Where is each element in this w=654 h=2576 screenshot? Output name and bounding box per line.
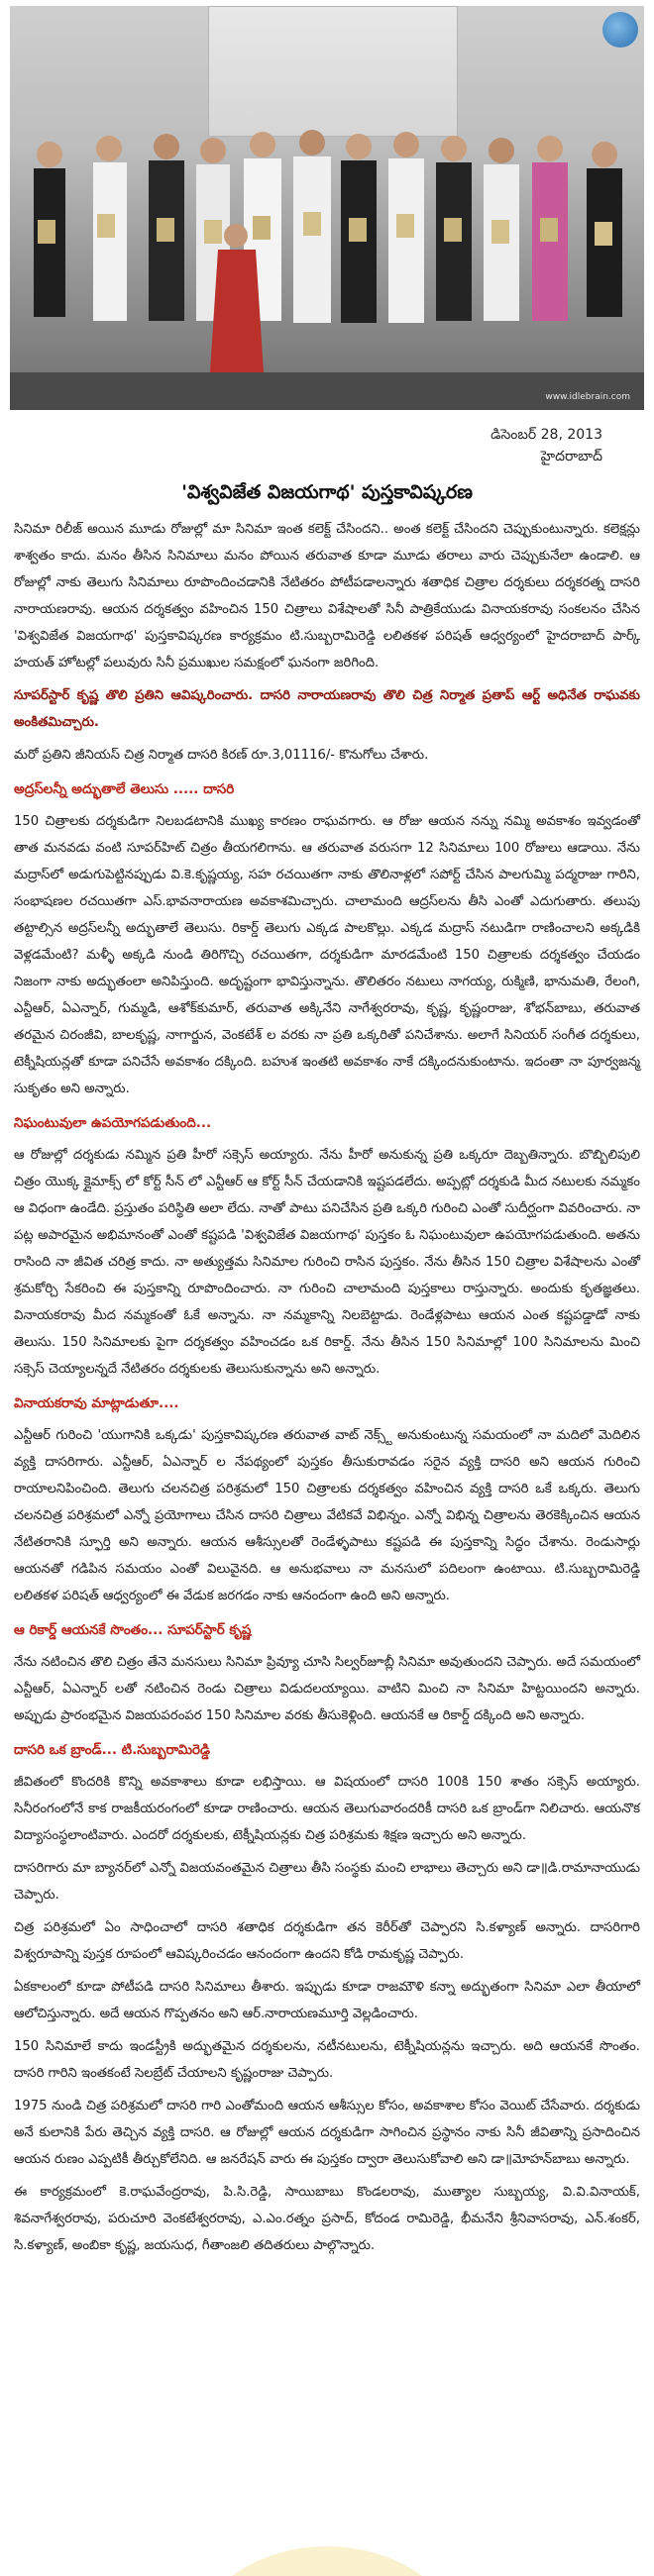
dateline	[0, 424, 654, 467]
section-heading-5: దాసరి ఒక బ్రాండ్... టి.సుబ్బరామిరెడ్డి	[14, 1742, 211, 1758]
article-body	[0, 516, 654, 2259]
section-heading-1: అద్రస్‌లన్నీ అద్భుతాలే తెలుసు ..... దాసరి	[14, 781, 235, 797]
section-heading-2: నిఘంటువులా ఉపయోగపడుతుంది...	[14, 1115, 212, 1131]
intro-paragraph-3: మరో ప్రతిని జీనియస్ చిత్ర నిర్మాత దాసరి కిరణ్ రూ.3,01116/- కొనుగోలు చేశారు.	[14, 748, 429, 763]
intro-paragraph-2: సూపర్‌స్టార్ కృష్ణ తొలి ప్రతిని ఆవిష్కరించారు. దాసరి నారాయణరావు తొలి చిత్ర నిర్మాత ప్రతాప్ ఆర్ట్ అధినేత రాఘవకు అంకితమిచ్చారు.	[14, 688, 640, 730]
decorative-emblem-icon	[168, 2536, 486, 2576]
article-title: 'విశ్వవిజేత విజయగాథ' పుస్తకావిష్కరణ	[181, 481, 473, 503]
section-heading-4: ఆ రికార్డ్ ఆయనకే సొంతం... సూపర్‌స్టార్ కృష్ణ	[14, 1622, 252, 1638]
article-place: హైదరాబాద్	[540, 449, 602, 464]
section-3-paragraph-1: ఎన్టీఆర్ గురించి 'యుగానికి ఒక్కడు' పుస్తకావిష్కరణ తరువాత వాట్ నెక్స్ట్ అనుకుంటున్న సమయంలో నా మదిలో మెదిలిన వ్యక్తి దాసరిగారు. ఎన్టీఆర్, ఏఎన్నార్ ల నేపథ్యంలో పుస్తకం తీసుకురావడం సరైన వ్యక్తి దాసరి అని ఆయన గురించి రాయాలనిపించింది. తెలుగు చలనచిత్ర పరిశ్రమలో 150 చిత్రాలకు దర్శకత్వం వహించిన వ్యక్తి దాసరి ఒకే ఒక్కరు. తెలుగు చలనచిత్ర పరిశ్రమలో ఎన్నో ప్రయోగాలు చేసిన దాసరి చిత్రాలు వేటికవే విభిన్నం. ఎన్నో విభిన్న చిత్రాలను తెరకెక్కించిన ఆయన నేటితరానికి స్ఫూర్తి అని అన్నారు. ఆయన ఆశీస్సులతో రెండేళ్ళపాటు కష్టపడి ఈ పుస్తకాన్ని సిద్ధం చేశాను. రెండుసార్లు ఆయనతో గడిపిన సమయం ఎంతో విలువైనది. ఆ అనుభవాలు నా మనసులో పదిలంగా ఉంటాయి. టి.సుబ్బరామిరెడ్డి లలితకళ పరిషత్ ఆధ్వర్యంలో ఈ వేడుక జరగడం నాకు ఆనందంగా ఉంది అని అన్నారు.	[14, 1428, 640, 1603]
photo-watermark: www.idlebrain.com	[545, 392, 630, 402]
section-5-paragraph-1: జీవితంలో కొందరికి కొన్ని అవకాశాలు కూడా లభిస్తాయి. ఆ విషయంలో దాసరి 100కి 150 శాతం సక్సెస్ అయ్యారు. సినీరంగంలోనే కాక రాజకీయరంగంలో కూడా రాణించారు. ఆయన తెలుగువారందరికీ దాసరి ఒక బ్రాండ్‌గా నిలిచారు. ఆయనొక విద్యాసంస్థలాంటివారు. ఎందరో దర్శకులకు, టెక్నీషియన్లకు చిత్ర పరిశ్రమకు శిక్షణ ఇచ్చారు అని అన్నారు.	[14, 1775, 640, 1843]
projection-screen	[208, 6, 458, 137]
guests-group	[10, 125, 644, 410]
section-6-paragraph-2: చిత్ర పరిశ్రమలో ఏం సాధించాలో దాసరి శతాధిక దర్శకుడిగా తన కెరీర్‌తో చెప్పారని సి.కళ్యాణ్ అన్నారు. దాసరిగారి విశ్వరూపాన్ని పుస్తక రూపంలో ఆవిష్కరించడం ఆనందంగా ఉందని కోడి రామకృష్ణ చెప్పారు.	[14, 1920, 640, 1962]
article-date: డిసెంబర్ 28, 2013	[490, 427, 602, 443]
section-heading-3: వినాయకరావు మాట్లాడుతూ....	[14, 1395, 179, 1411]
section-6-paragraph-3: ఏకకాలంలో కూడా పోటీపడి దాసరి సినిమాలు తీశారు. ఇప్పుడు కూడా రాజమౌళి కన్నా అద్భుతంగా సినిమా ఎలా తీయాలో ఆలోచిస్తున్నారు. అదే ఆయన గొప్పతనం అని ఆర్.నారాయణమూర్తి వెల్లడించారు.	[14, 1980, 640, 2021]
section-6-paragraph-4: 150 సినిమాలే కాదు ఇండస్ట్రీకి అద్భుతమైన దర్శకులను, నటీనటులను, టెక్నీషియన్లను ఇచ్చారు. అది ఆయనకే సొంతం. దాసరి గారిని ఇంతకంటే సెలబ్రేట్ చేయాలని కృష్ణంరాజు చెప్పారు.	[14, 2039, 640, 2081]
site-logo-icon	[602, 12, 638, 48]
event-photo	[10, 6, 644, 410]
guest-back-row	[34, 130, 622, 323]
closing-paragraph: ఈ కార్యక్రమంలో కె.రాఘవేంద్రరావు, పి.సి.రెడ్డి, సాయిబాబు కొండలరావు, ముత్యాల సుబ్బయ్య, వి.వి.వినాయక్, శివనాగేశ్వరరావు, పరుచూరి వెంకటేశ్వరరావు, ఎ.ఎం.రత్నం ప్రసాద్, కోదండ రామిరెడ్డి, భీమనేని శ్రీనివాసరావు, ఎన్.శంకర్, సి.కళ్యాణ్, అంబికా కృష్ణ, జయసుధ, గీతాంజలి తదితరులు పాల్గొన్నారు.	[14, 2185, 640, 2253]
section-1-paragraph-1: 150 చిత్రాలకు దర్శకుడిగా నిలబడటానికి ముఖ్య కారణం రాఘవగారు. ఆ రోజు ఆయన నన్ను నమ్మి అవకాశం ఇవ్వడంతో తాత మనవడు వంటి సూపర్‌హిట్ చిత్రం తీయగలిగాను. ఆ తరువాత వరుసగా 12 సినిమాలు 100 రోజులు ఆడాయి. నేను మద్రాస్‌లో అడుగుపెట్టినప్పుడు వి.కె.కృష్ణయ్య, సహ రచయితగా నాకు తొలినాళ్లలో సపోర్ట్ చేసిన పాలగుమ్మి పద్మరాజు గారిని, సంభాషణల రచయితగా ఎస్.భావనారాయణ అవకాశమిచ్చారు. చాలామంది ఆద్రస్‌లను తీసి ఎంతో ఎదుగుతారు. తలుపు తట్టాల్సిన అద్రస్‌లన్నీ అద్భుతాలే తెలుసు. రికార్డ్ తెలుగు ఎక్కడ పాలకొల్లు. ఎక్కడ మద్రాస్ నటుడిగా రాణించాలని అక్కడికి వెళ్లడమేంటి? మళ్ళీ అక్కడి నుండి తిరిగొచ్చి రచయితగా, దర్శకుడిగా మారడమేంటి 150 చిత్రాలకు దర్శకత్వం చేయడం నిజంగా నాకు అద్భుతంలా అనిపిస్తుంది. అదృష్టంగా భావిస్తున్నాను. తొలితరం నటులు నాగయ్య, రుక్మిణి, భానుమతి, రేలంగి, ఎన్టీఆర్, ఏఎన్నార్, గుమ్మడి, ఆశోక్‌కుమార్, తరువాత అక్కినేని నాగేశ్వరరావు, కృష్ణ, కృష్ణంరాజు, శోభన్‌బాబు, తరువాత తరమైన చిరంజీవి, బాలకృష్ణ, నాగార్జున, వెంకటేశ్ ల వరకు నా ప్రతి ఒక్కరితో పనిచేశాను. అలాగే సినియర్ సంగీత దర్శకులు, టెక్నీషియన్లతో కూడా పనిచేసే అవకాశం దక్కింది. బహుశ ఇంతటి అవకాశం నాకే దక్కిందనుకుంటాను. ఇదంతా నా పూర్వజన్మ సుకృతం అని అన్నారు.	[14, 814, 640, 1096]
section-6-paragraph-5: 1975 నుండి చిత్ర పరిశ్రమలో దాసరి గారి ఎంతోమంది ఆయన ఆశీస్సుల కోసం, అవకాశాల కోసం వెయిట్ చేసేవారు. దర్శకుడు అనే కులానికి పేరు తెచ్చిన వ్యక్తి దాసరి. ఆ రోజుల్లో ఆయన దర్శకుడిగా సాగించిన ప్రస్థానం నాకు సినీ జీవితాన్ని ప్రసాదించిన ఆయన రుణం ఎప్పటికీ తీర్చుకోలేనిది. ఆ జనరేషన్ వారు ఈ పుస్తకం ద్వారా తెలుసుకోవాలి అని డా॥మోహన్‌బాబు అన్నారు.	[14, 2099, 640, 2167]
intro-paragraph-1: సినిమా రిలీజ్ అయిన మూడు రోజుల్లో మా సినిమా ఇంత కలెక్ట్ చేసిందని.. అంత కలెక్ట్ చేసిందని చెప్పుకుంటున్నారు. కలెక్షన్లు శాశ్వతం కాదు. మనం తీసిన సినిమాలు మనం పోయిన తరువాత కూడా మూడు తరాలు వారు చెప్పుకునేలా ఉండాలి. ఆ రోజుల్లో నాకు తెలుగు సినిమాలు రూపొందించడానికి నేటితరం పోటీపడాలన్నారు శతాధిక చిత్రాల దర్శకులు దర్శకరత్న దాసరి నారాయణరావు. ఆయన దర్శకత్వం వహించిన 150 చిత్రాలు విశేషాలతో సినీ పాత్రికేయుడు వినాయకరావు సంకలనం చేసిన 'విశ్వవిజేత విజయగాథ' పుస్తకావిష్కరణ కార్యక్రమం టి.సుబ్బరామిరెడ్డి లలితకళ పరిషత్ ఆధ్వర్యంలో హైదరాబాద్ పార్క్ హయత్ హోటల్లో పలువురు సినీ ప్రముఖుల సమక్షంలో ఘనంగా జరిగింది.	[14, 522, 640, 670]
section-6-paragraph-1: దాసరిగారు మా బ్యానర్‌లో ఎన్నో విజయవంతమైన చిత్రాలు తీసి సంస్థకు మంచి లాభాలు తెచ్చారు అని డా॥డి.రామానాయుడు చెప్పారు.	[14, 1861, 640, 1903]
section-2-paragraph-1: ఆ రోజుల్లో దర్శకుడు నమ్మిన ప్రతి హీరో సక్సెస్ అయ్యారు. నేను హీరో అనుకున్న ప్రతి ఒక్కరూ దెబ్బతిన్నారు. బొబ్బిలిపులి చిత్రం యొక్క క్లైమాక్స్ లో కోర్ట్ సీన్ లో ఎన్టీఆర్ ఆ కోర్ట్ సీన్ చేయడానికి ఇష్టపడలేదు. అప్పట్లో దర్శకుడి మీద నటులకు నమ్మకం ఆ విధంగా ఉండేది. ప్రస్తుతం పరిస్థితి అలా లేదు. నాతో పాటు పనిచేసిన ప్రతి ఒక్కరి గురించి ఎంతో సుదీర్ఘంగా వివరించారు. నా పట్ల అపారమైన అభిమానంతో ఎంతో కష్టపడి 'విశ్వవిజేత విజయగాథ' పుస్తకం ఓ నిఘంటువులా ఉపయోగపడుతుంది. అతను రాసింది నా జీవిత చరిత్ర కాదు. నా అత్యుత్తమ సినిమాల గురించి రాసిన పుస్తకం. నేను తీసిన 150 చిత్రాల విశేషాలను ఎంతో శ్రమకోర్చి సేకరించి ఈ పుస్తకాన్ని రూపొందించారు. నా గురించి చాలామంది పుస్తకాలు రాస్తున్నారు. అందుకు కృతజ్ఞతలు. వినాయకరావు మీద నమ్మకంతో ఓకే అన్నాను. నా నమ్మకాన్ని నిలబెట్టాడు. రెండేళ్లపాటు ఆయన ఎంత కష్టపడ్డాడో నాకు తెలుసు. 150 సినిమాలకు పైగా దర్శకత్వం వహించడం ఒక రికార్డ్. నేను తీసిన 150 సినిమాల్లో 100 సినిమాలను మించి సక్సెస్ చెయ్యాలన్నదే నేటితరం దర్శకులకు తెలుసుకున్నాను అని అన్నారు.	[14, 1148, 640, 1377]
section-4-paragraph-1: నేను నటించిన తొలి చిత్రం తేనె మనసులు సినిమా ప్రివ్యూ చూసి సిల్వర్‌జూబ్లీ సినిమా అవుతుందని చెప్పారు. అదే సమయంలో ఎన్టీఆర్, ఏఎన్నార్ లతో నటించిన రెండు చిత్రాలు విడుదలయ్యాయి. వాటిని మించి నా సినిమా హిట్టయిందని అన్నారు. అప్పుడు ప్రారంభమైన విజయపరంపర 150 సినిమాల వరకు తీసుకెళ్లింది. ఆయనకే ఆ రికార్డ్ దక్కింది అని అన్నారు.	[14, 1655, 640, 1723]
